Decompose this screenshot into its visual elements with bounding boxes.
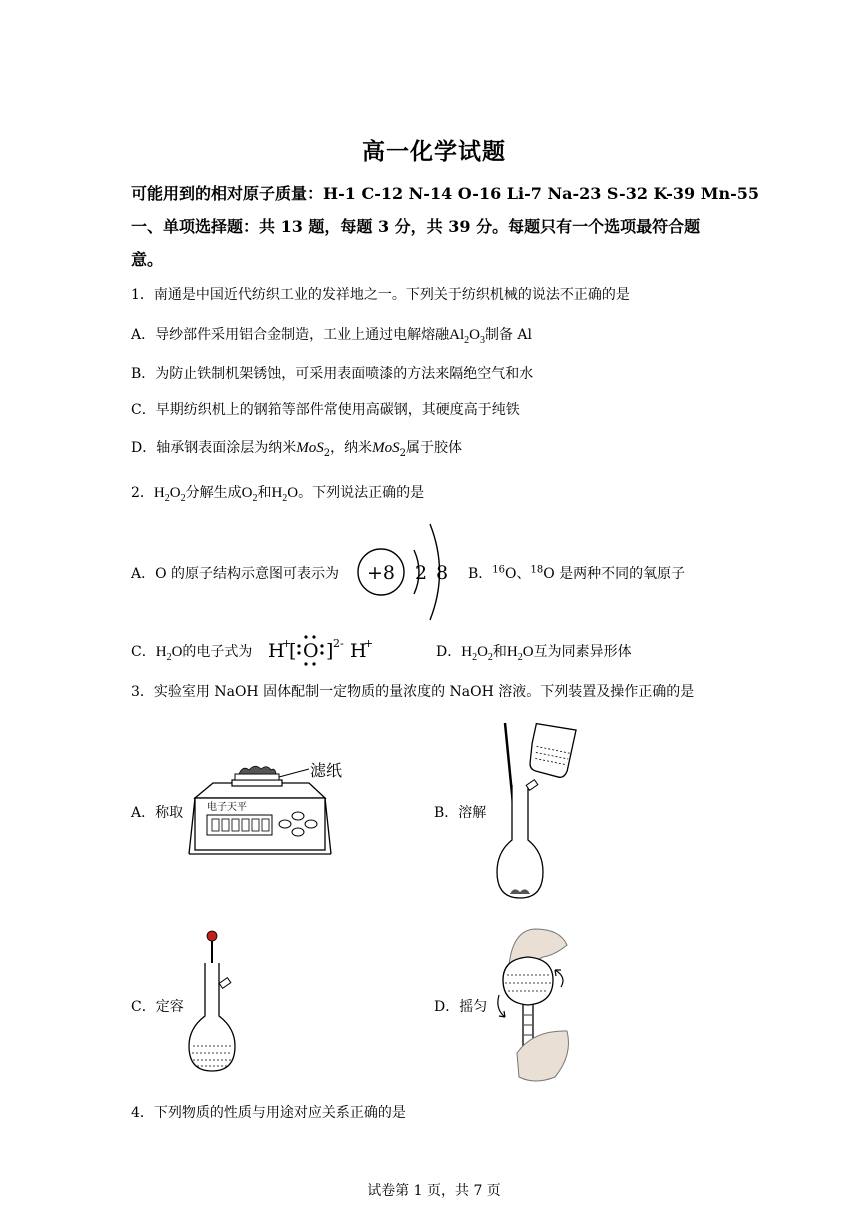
charge-plus: + bbox=[282, 637, 292, 650]
formula-h: H bbox=[461, 644, 473, 660]
formula-h: H bbox=[155, 644, 167, 660]
q1-option-d-end: 属于胶体 bbox=[405, 440, 462, 456]
subscript: 2 bbox=[180, 493, 186, 504]
formula-mos2: MoS bbox=[296, 440, 324, 456]
balance-label: 电子天平 bbox=[207, 802, 247, 813]
dropper-bulb bbox=[207, 931, 217, 941]
flask-bulb bbox=[503, 957, 553, 1005]
subscript: 2 bbox=[323, 447, 331, 459]
q1-option-a-end: 制备 Al bbox=[484, 327, 532, 343]
bracket-left: [ bbox=[289, 640, 297, 662]
leader-line bbox=[279, 769, 309, 777]
formula-o: O bbox=[287, 485, 299, 501]
q2-stem-and: 和 bbox=[257, 485, 272, 501]
q2-option-b bbox=[468, 563, 685, 583]
q2-option-d-label: D． bbox=[436, 644, 462, 660]
q1-option-a-text: A．导纱部件采用铝合金制造，工业上通过电解熔融 bbox=[131, 327, 450, 343]
charge-plus: + bbox=[364, 637, 374, 650]
display-digit bbox=[232, 819, 239, 831]
q1-option-a bbox=[131, 324, 532, 346]
naoh-solid bbox=[239, 766, 276, 774]
hydrogen-ion: H bbox=[350, 640, 367, 662]
q3-stem: 3．实验室用 NaOH 固体配制一定物质的量浓度的 NaOH 溶液。下列装置及操作正确的是 bbox=[131, 684, 695, 700]
display-digit bbox=[252, 819, 259, 831]
q2-stem bbox=[131, 482, 424, 504]
filter-paper-label: 滤纸 bbox=[310, 761, 343, 780]
balance-button bbox=[279, 820, 291, 828]
formula-h2o2 bbox=[153, 485, 186, 504]
display-digit bbox=[212, 819, 219, 831]
formula-h: H bbox=[271, 485, 283, 501]
balance-button bbox=[292, 812, 304, 820]
q2-option-d bbox=[436, 641, 632, 663]
formula-o: O bbox=[171, 644, 183, 660]
shell-1-electrons: 2 bbox=[414, 562, 428, 584]
nucleus-charge: +8 bbox=[366, 562, 396, 584]
section-heading: 一、单项选择题：共 13 题，每题 3 分，共 39 分。每题只有一个选项最符合题 bbox=[131, 217, 701, 236]
electron-dot bbox=[312, 662, 315, 665]
q1-option-c: C．早期纺织机上的钢筘等部件常使用高碳钢，其硬度高于纯铁 bbox=[131, 402, 520, 418]
balance-edge bbox=[325, 798, 331, 854]
formula-h: H bbox=[153, 485, 165, 501]
atomic-mass-line: 可能用到的相对原子质量：H-1 C-12 N-14 O-16 Li-7 Na-23 S-32 K-39 Mn-55 bbox=[131, 184, 760, 203]
formula-o: O bbox=[469, 327, 480, 343]
q3-option-c-label: C．定容 bbox=[131, 999, 184, 1015]
formula-h2o bbox=[506, 644, 534, 663]
beaker bbox=[524, 720, 578, 779]
formula-o: O bbox=[241, 485, 253, 501]
formula-h2o bbox=[155, 644, 183, 663]
q1-option-b: B．为防止铁制机架锈蚀，可采用表面喷漆的方法来隔绝空气和水 bbox=[131, 366, 534, 382]
display-digit bbox=[222, 819, 229, 831]
q1-stem: 1．南通是中国近代纺织工业的发祥地之一。下列关于纺织机械的说法不正确的是 bbox=[131, 287, 630, 303]
bracket-right: ] bbox=[326, 640, 334, 662]
subscript: 2 bbox=[164, 493, 170, 504]
formula-h: H bbox=[506, 644, 518, 660]
q2-number: 2． bbox=[131, 485, 154, 501]
section-heading-cont: 意。 bbox=[131, 250, 164, 269]
electron-dot bbox=[304, 662, 307, 665]
mass-number-16: 16 bbox=[492, 564, 506, 576]
q1-option-d-mid: ，纳米 bbox=[330, 440, 373, 456]
oxygen-atom-diagram bbox=[354, 518, 454, 626]
electron-dot bbox=[320, 644, 323, 647]
display-digit bbox=[242, 819, 249, 831]
q2-option-d-text: 互为同素异形体 bbox=[533, 644, 632, 660]
formula-o: O bbox=[169, 485, 181, 501]
q3-option-b-label: B．溶解 bbox=[434, 805, 487, 821]
charge-2minus: 2- bbox=[333, 637, 344, 650]
formula-o: O bbox=[522, 644, 534, 660]
fill-to-mark-illustration bbox=[185, 928, 245, 1078]
formula-h2o2 bbox=[461, 644, 493, 663]
formula-h2o bbox=[271, 485, 299, 504]
water-electron-formula bbox=[266, 632, 378, 668]
q2-option-b-label: B． bbox=[468, 566, 493, 582]
isotope-o16: O bbox=[505, 566, 517, 582]
page-footer: 试卷第 1 页，共 7 页 bbox=[367, 1183, 501, 1199]
subscript: 2 bbox=[464, 335, 470, 346]
formula-o2 bbox=[241, 485, 258, 504]
electron-dot bbox=[297, 644, 300, 647]
display-digit bbox=[262, 819, 269, 831]
page-title: 高一化学试题 bbox=[362, 138, 506, 165]
q3-option-a-label: A．称取 bbox=[131, 805, 184, 821]
q1-option-d-text: D．轴承钢表面涂层为纳米 bbox=[131, 440, 297, 456]
subscript: 2 bbox=[517, 652, 523, 663]
shell-2-electrons: 8 bbox=[435, 562, 449, 584]
electron-dot bbox=[304, 635, 307, 638]
dissolving-flask-illustration bbox=[490, 720, 580, 905]
shaking-flask-illustration bbox=[495, 925, 575, 1090]
subscript: 2 bbox=[399, 447, 406, 459]
q2-option-b-text: O 是两种不同的氧原子 bbox=[543, 566, 686, 582]
q1-option-d bbox=[131, 437, 462, 459]
flask-stopper bbox=[526, 780, 538, 791]
q2-stem-mid: 分解生成 bbox=[185, 485, 242, 501]
q2-option-c-label: C． bbox=[131, 644, 156, 660]
separator: 、 bbox=[516, 566, 531, 582]
formula-al: Al bbox=[449, 327, 465, 343]
volumetric-flask bbox=[497, 785, 543, 898]
flask-stopper bbox=[219, 978, 231, 989]
balance-edge bbox=[189, 798, 195, 854]
formula-al2o3 bbox=[449, 327, 485, 346]
filter-paper bbox=[235, 774, 279, 780]
subscript: 2 bbox=[282, 493, 288, 504]
electronic-balance-illustration bbox=[185, 760, 345, 860]
subscript: 3 bbox=[479, 335, 485, 346]
subscript: 2 bbox=[472, 652, 478, 663]
oxygen-symbol: O bbox=[303, 640, 319, 662]
electron-dot bbox=[297, 651, 300, 654]
rotate-arrow-icon bbox=[555, 970, 563, 987]
q3-option-d-label: D．摇匀 bbox=[434, 999, 488, 1015]
hydrogen-ion: H bbox=[268, 640, 285, 662]
weighing-pan bbox=[232, 780, 282, 786]
subscript: 2 bbox=[252, 493, 258, 504]
electron-dot bbox=[320, 651, 323, 654]
q2-option-c-text: 的电子式为 bbox=[182, 644, 253, 660]
formula-mos2: MoS bbox=[372, 440, 400, 456]
mass-number-18: 18 bbox=[530, 564, 544, 576]
formula-o: O bbox=[477, 644, 488, 660]
q2-option-d-and: 和 bbox=[492, 644, 507, 660]
q2-stem-end: 。下列说法正确的是 bbox=[298, 485, 425, 501]
balance-button bbox=[305, 820, 317, 828]
subscript: 2 bbox=[166, 652, 172, 663]
q4-stem: 4．下列物质的性质与用途对应关系正确的是 bbox=[131, 1105, 406, 1121]
balance-button bbox=[292, 828, 304, 836]
electron-dot bbox=[312, 635, 315, 638]
subscript: 2 bbox=[487, 652, 493, 663]
q2-option-a: A．O 的原子结构示意图可表示为 bbox=[131, 566, 340, 582]
q2-option-c bbox=[131, 641, 252, 663]
